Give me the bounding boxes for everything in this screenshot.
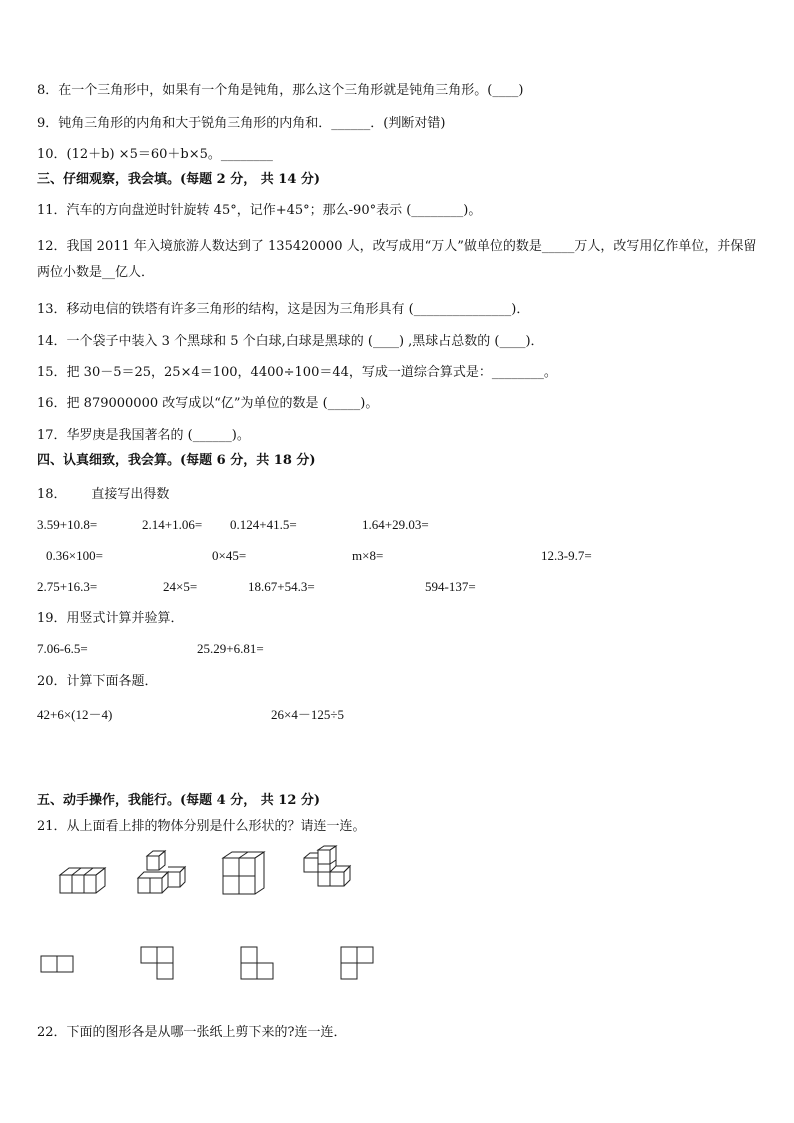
question-17: 17．华罗庚是我国著名的 (______)。 [37, 428, 250, 443]
question-9: 9．钝角三角形的内角和大于锐角三角形的内角和．______．(判断对错) [37, 116, 446, 131]
calc-item: 25.29+6.81= [197, 641, 264, 656]
calc-item: 3.59+10.8= [37, 517, 98, 532]
question-13: 13．移动电信的铁塔有许多三角形的结构，这是因为三角形具有 (_______________)． [37, 302, 530, 317]
top-view-shape-3 [240, 946, 280, 984]
calc-item: 0×45= [212, 548, 247, 563]
question-20: 20．计算下面各题． [37, 674, 158, 689]
question-19: 19．用竖式计算并验算． [37, 611, 184, 626]
calc-item: 594-137= [425, 579, 476, 594]
calc-item: 26×4－125÷5 [271, 707, 344, 722]
cube-stack-2 [135, 848, 190, 900]
calc-item: 12.3-9.7= [541, 548, 592, 563]
top-view-shape-4 [340, 946, 380, 984]
calc-item: 24×5= [163, 579, 198, 594]
question-18: 18． 直接写出得数 [37, 487, 170, 502]
question-8: 8．在一个三角形中，如果有一个角是钝角，那么这个三角形就是钝角三角形。(____) [37, 83, 524, 98]
question-21: 21．从上面看上排的物体分别是什么形状的？请连一连。 [37, 819, 366, 834]
calc-item: 2.75+16.3= [37, 579, 98, 594]
calc-item: 2.14+1.06= [142, 517, 203, 532]
calc-item: 0.36×100= [46, 548, 103, 563]
calc-item: 7.06-6.5= [37, 641, 88, 656]
question-22: 22．下面的图形各是从哪一张纸上剪下来的?连一连． [37, 1025, 347, 1040]
cube-stack-1 [55, 860, 110, 900]
calc-item: 0.124+41.5= [230, 517, 297, 532]
question-15: 15．把 30－5＝25，25×4＝100，4400÷100＝44，写成一道综合算式是：________。 [37, 365, 557, 380]
question-10: 10．(12＋b) ×5＝60＋b×5。________ [37, 147, 273, 162]
section-4-heading: 四、认真细致，我会算。(每题 6 分，共 18 分) [37, 453, 316, 468]
top-view-shape-1 [40, 955, 76, 975]
section-3-heading: 三、仔细观察，我会填。(每题 2 分， 共 14 分) [37, 172, 321, 187]
calc-item: 42+6×(12－4) [37, 707, 113, 722]
question-12: 12．我国 2011 年入境旅游人数达到了 135420000 人，改写成用“万人”做单位的数是_____万人，改写用亿作单位，并保留两位小数是__亿人． [37, 239, 757, 280]
section-5-heading: 五、动手操作，我能行。(每题 4 分， 共 12 分) [37, 793, 321, 808]
calc-item: 18.67+54.3= [248, 579, 315, 594]
cube-stack-4 [300, 844, 358, 898]
top-view-shape-2 [140, 946, 180, 984]
question-16: 16．把 879000000 改写成以“亿”为单位的数是 (_____)。 [37, 396, 379, 411]
cube-stack-3 [220, 850, 270, 898]
calc-item: m×8= [352, 548, 384, 563]
question-11: 11．汽车的方向盘逆时针旋转 45°，记作+45°；那么-90°表示 (________)。 [37, 203, 482, 218]
calc-item: 1.64+29.03= [362, 517, 429, 532]
question-14: 14．一个袋子中装入 3 个黑球和 5 个白球,白球是黑球的 (____) ,黑球占总数的 (____)． [37, 334, 544, 349]
